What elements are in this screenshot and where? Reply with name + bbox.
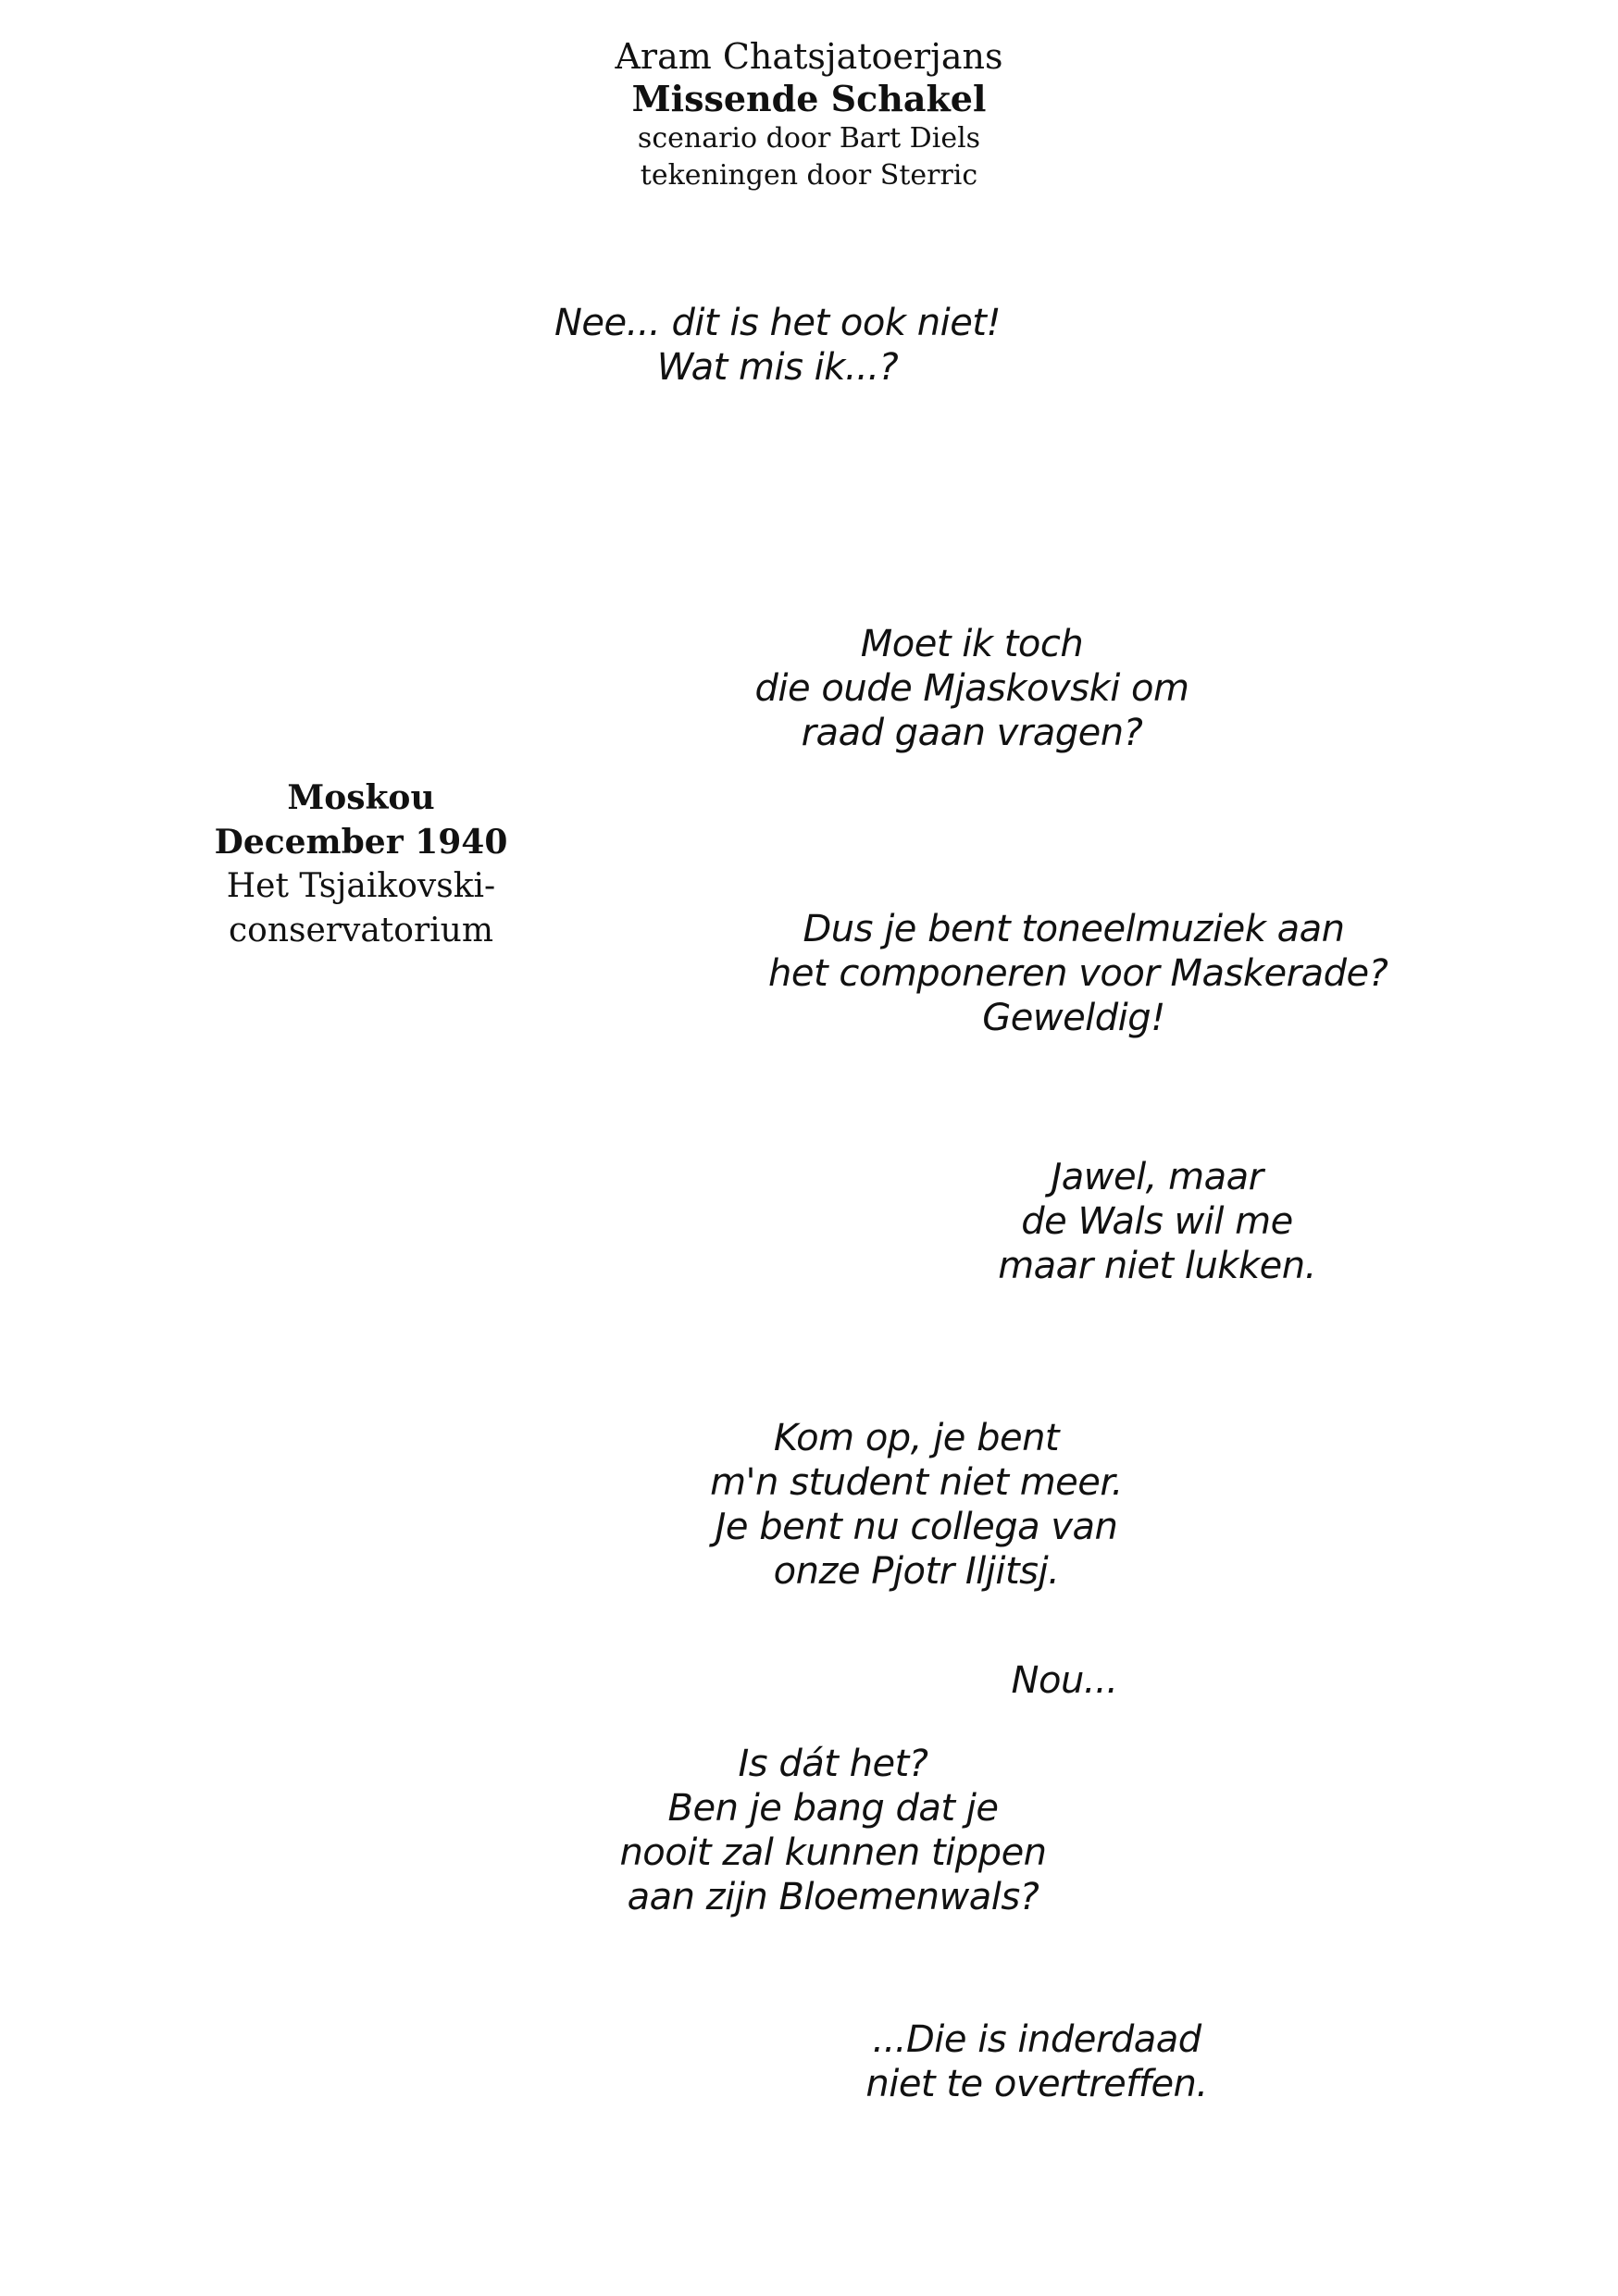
- title-block: [0, 35, 1618, 194]
- story-title: Missende Schakel: [631, 78, 987, 119]
- bubble-1-line-1: Nee... dit is het ook niet!: [554, 302, 1002, 344]
- bubble-5-line-4: onze Pjotr Iljitsj.: [773, 1550, 1060, 1593]
- bubble-7-line-4: aan zijn Bloemenwals?: [627, 1876, 1039, 1918]
- bubble-7-line-2: Ben je bang dat je: [667, 1787, 999, 1830]
- bubble-4-line-1: Jawel, maar: [1051, 1156, 1263, 1198]
- scene-caption: [185, 776, 537, 953]
- bubble-6-line-1: Nou...: [1011, 1659, 1118, 1702]
- speech-bubble-2: [722, 622, 1222, 755]
- drawings-credit: tekeningen door Sterric: [640, 159, 978, 192]
- speech-bubble-6: [981, 1658, 1148, 1703]
- speech-bubble-8: [852, 2017, 1222, 2106]
- bubble-4-line-2: de Wals wil me: [1021, 1200, 1293, 1243]
- speech-bubble-3: [768, 907, 1388, 1040]
- caption-location-line-1: Het Tsjaikovski-: [226, 867, 496, 905]
- speech-bubble-4: [981, 1155, 1333, 1288]
- bubble-5-line-3: Je bent nu collega van: [715, 1506, 1118, 1548]
- bubble-3-line-1: Dus je bent toneelmuziek aan: [803, 908, 1345, 950]
- bubble-2-line-3: raad gaan vragen?: [801, 712, 1143, 754]
- bubble-3-line-2: het componeren voor Maskerade?: [768, 952, 1388, 995]
- bubble-7-line-1: Is dát het?: [738, 1743, 928, 1785]
- bubble-8-line-1: ...Die is inderdaad: [872, 2018, 1201, 2061]
- bubble-2-line-2: die oude Mjaskovski om: [754, 667, 1189, 710]
- bubble-5-line-2: m'n student niet meer.: [710, 1461, 1123, 1504]
- caption-date: December 1940: [214, 823, 508, 862]
- bubble-2-line-1: Moet ik toch: [860, 623, 1084, 665]
- speech-bubble-5: [676, 1416, 1157, 1594]
- bubble-7-line-3: nooit zal kunnen tippen: [619, 1831, 1047, 1874]
- speech-bubble-1: [518, 301, 1037, 390]
- caption-location-line-2: conservatorium: [229, 912, 493, 949]
- scenario-credit: scenario door Bart Diels: [637, 122, 981, 155]
- bubble-1-line-2: Wat mis ik...?: [656, 346, 899, 389]
- speech-bubble-7: [611, 1742, 1055, 1919]
- caption-place: Moskou: [287, 778, 435, 817]
- bubble-8-line-2: niet te overtreffen.: [865, 2063, 1208, 2105]
- bubble-5-line-1: Kom op, je bent: [773, 1417, 1060, 1459]
- bubble-3-line-3: Geweldig!: [982, 997, 1165, 1039]
- bubble-4-line-3: maar niet lukken.: [998, 1245, 1316, 1287]
- author-name: Aram Chatsjatoerjans: [615, 36, 1003, 77]
